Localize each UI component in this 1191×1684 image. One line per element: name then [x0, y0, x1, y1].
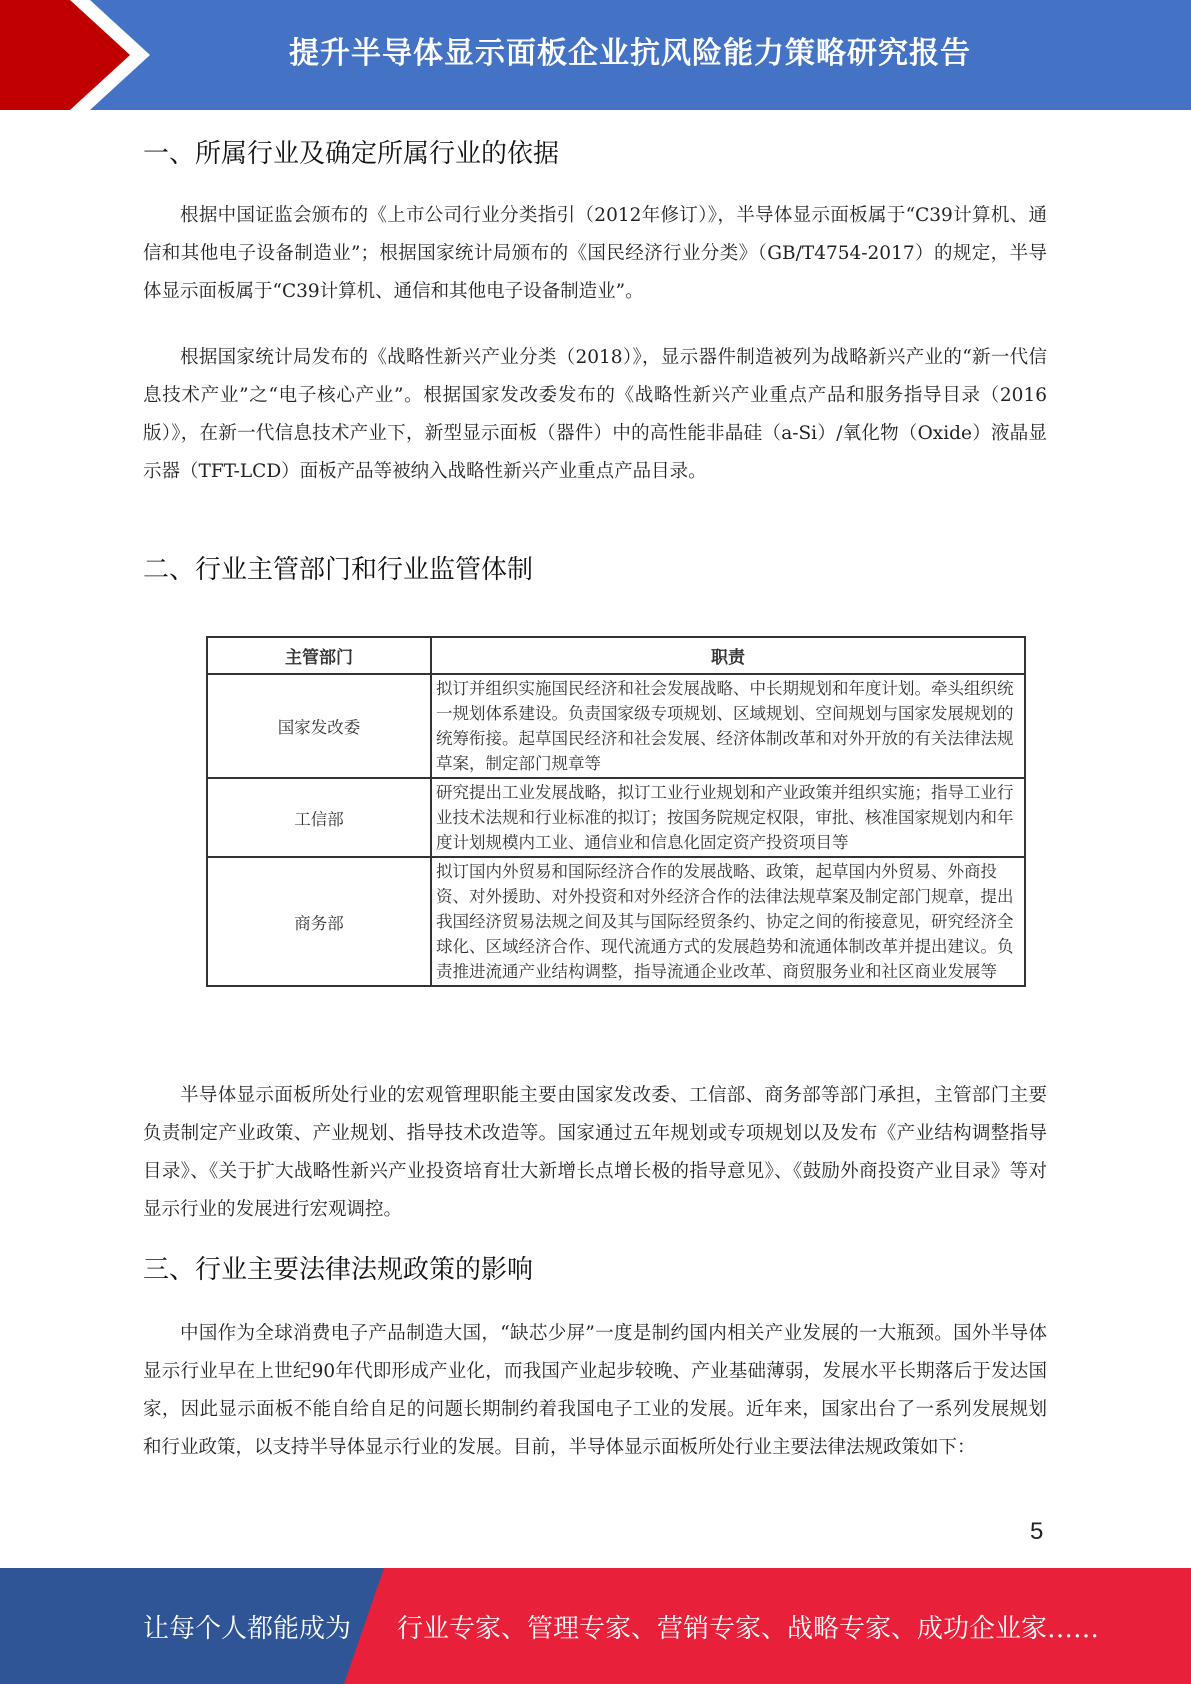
- table-row: [207, 778, 1025, 857]
- paragraph-3: 半导体显示面板所处行业的宏观管理职能主要由国家发改委、工信部、商务部等部门承担，主管部门主要负责制定产业政策、产业规划、指导技术改造等。国家通过五年规划或专项规划以及发布《产业结构调整指导目录》、《关于扩大战略性新兴产业投资培育壮大新增长点增长极的指导意见》、《鼓励外商投资产业目录》等对显示行业的发展进行宏观调控。: [143, 1085, 1047, 1220]
- page-footer: [0, 1568, 1191, 1684]
- table-cell-dept: 工信部: [207, 778, 431, 857]
- footer-slogan-right: 行业专家、管理专家、营销专家、战略专家、成功企业家……: [397, 1613, 1100, 1644]
- table-cell-duty: 拟订国内外贸易和国际经济合作的发展战略、政策，起草国内外贸易、外商投资、对外援助、对外投资和对外经济合作的法律法规草案及制定部门规章，提出我国经济贸易法规之间及其与国际经贸条约、协定之间的衔接意见，研究经济全球化、区域经济合作、现代流通方式的发展趋势和流通体制改革并提出建议。负责推进流通产业结构调整，指导流通企业改革、商贸服务业和社区商业发展等: [431, 857, 1025, 986]
- paragraph-1: 根据中国证监会颁布的《上市公司行业分类指引（2012年修订）》，半导体显示面板属于“C39计算机、通信和其他电子设备制造业”；根据国家统计局颁布的《国民经济行业分类》（GB/T4754-2017）的规定，半导体显示面板属于“C39计算机、通信和其他电子设备制造业”。: [143, 205, 1047, 302]
- table-header-duty: 职责: [431, 637, 1025, 674]
- table-cell-duty: 拟订并组织实施国民经济和社会发展战略、中长期规划和年度计划。牵头组织统一规划体系建设。负责国家级专项规划、区域规划、空间规划与国家发展规划的统筹衔接。起草国民经济和社会发展、经济体制改革和对外开放的有关法律法规草案，制定部门规章等: [431, 674, 1025, 778]
- paragraph-4: 中国作为全球消费电子产品制造大国，“缺芯少屏”一度是制约国内相关产业发展的一大瓶颈。国外半导体显示行业早在上世纪90年代即形成产业化，而我国产业起步较晚、产业基础薄弱，发展水平长期落后于发达国家，因此显示面板不能自给自足的问题长期制约着我国电子工业的发展。近年来，国家出台了一系列发展规划和行业政策，以支持半导体显示行业的发展。目前，半导体显示面板所处行业主要法律法规政策如下：: [143, 1323, 1047, 1458]
- table-header-row: [207, 637, 1025, 674]
- regulators-table: [206, 636, 1026, 987]
- table-cell-dept: 商务部: [207, 857, 431, 986]
- header-chevron-decoration: [0, 0, 160, 110]
- table-row: [207, 674, 1025, 778]
- page-header: [0, 0, 1191, 110]
- table-row: [207, 857, 1025, 986]
- paragraph-2: 根据国家统计局发布的《战略性新兴产业分类（2018）》，显示器件制造被列为战略新兴产业的“新一代信息技术产业”之“电子核心产业”。根据国家发改委发布的《战略性新兴产业重点产品和服务指导目录（2016版）》，在新一代信息技术产业下，新型显示面板（器件）中的高性能非晶硅（a-Si）/氧化物（Oxide）液晶显示器（TFT-LCD）面板产品等被纳入战略性新兴产业重点产品目录。: [143, 347, 1047, 482]
- table-cell-dept: 国家发改委: [207, 674, 431, 778]
- report-title: 提升半导体显示面板企业抗风险能力策略研究报告: [289, 36, 971, 71]
- section-heading-3: 三、行业主要法律法规政策的影响: [143, 1255, 534, 1285]
- table-cell-duty: 研究提出工业发展战略，拟订工业行业规划和产业政策并组织实施；指导工业行业技术法规和行业标准的拟订；按国务院规定权限，审批、核准国家规划内和年度计划规模内工业、通信业和信息化固定资产投资项目等: [431, 778, 1025, 857]
- footer-slogan-left: 让每个人都能成为: [143, 1613, 352, 1644]
- table-header-dept: 主管部门: [207, 637, 431, 674]
- section-heading-1: 一、所属行业及确定所属行业的依据: [143, 139, 560, 169]
- section-heading-2: 二、行业主管部门和行业监管体制: [143, 555, 534, 585]
- page-number: 5: [1030, 1518, 1044, 1545]
